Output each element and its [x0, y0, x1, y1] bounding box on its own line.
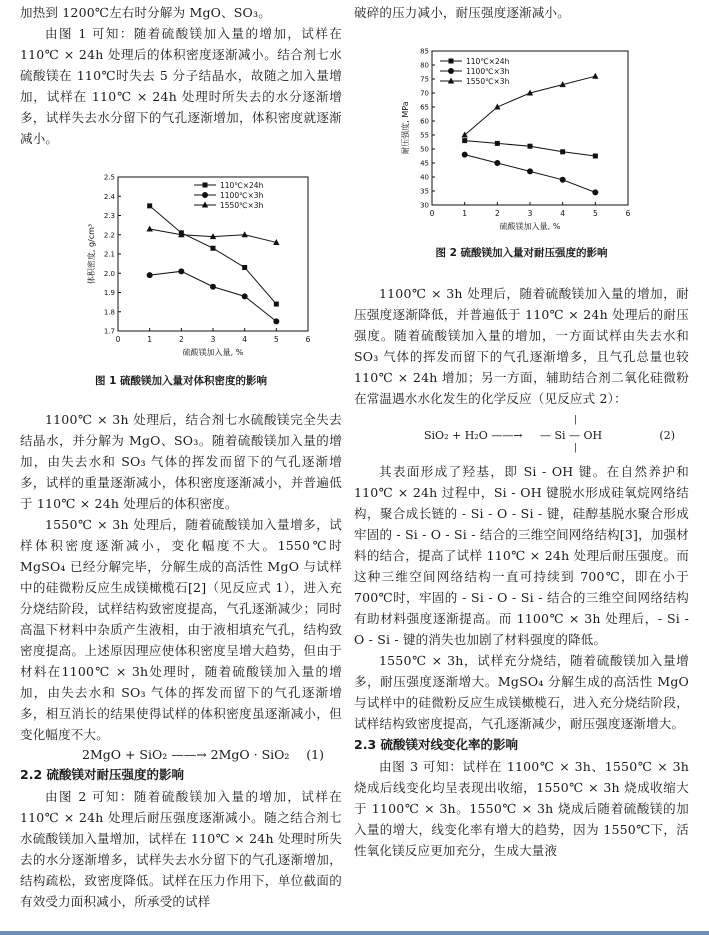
data-point: [242, 293, 248, 299]
legend-label: 110℃×24h: [466, 57, 510, 66]
data-point: [560, 149, 565, 154]
left-column: [20, 0, 342, 912]
data-point: [495, 141, 500, 146]
figure-2-caption: 图 2 硫酸镁加入量对耐压强度的影响: [435, 247, 608, 259]
figure-1-caption: 图 1 硫酸镁加入量对体积密度的影响: [94, 375, 268, 387]
y-tick-label: 45: [420, 159, 429, 168]
paragraph-7: 1100℃ × 3h 处理后，随着硫酸镁加入量的增加，耐压强度逐渐降低，并普遍低于 110℃ × 24h 处理后的耐压强度。随着硫酸镁加入量的增加，一方面试样由失去水和 SO₃ 气体的挥发而留下的气孔逐渐增多，且气孔总量也较 110℃ × 24h 增加；另一方面，辅助结合剂二氧化硅微粉在常温遇水水化发生的化学反应（见反应式 2）：: [354, 286, 689, 406]
series-line: [150, 271, 277, 321]
y-tick-label: 55: [420, 131, 429, 140]
x-tick-label: 4: [560, 209, 566, 218]
x-tick-label: 5: [273, 335, 279, 344]
legend-label: 1550℃×3h: [220, 201, 264, 210]
x-tick-label: 6: [305, 335, 311, 344]
paragraph-3: 1100℃ × 3h 处理后，结合剂七水硫酸镁完全失去结晶水，并分解为 MgO、SO₃。随着硫酸镁加入量的增加，由失去水和 SO₃ 气体的挥发而留下的气孔逐渐增多，试样的重量逐渐减小，体积密度逐渐减小，并普遍低于 110℃ × 24h 处理后的体积密度。: [20, 412, 342, 511]
bond-line-bottom: |: [574, 443, 578, 453]
paragraph-10: 由图 3 可知：试样在 1100℃ × 3h、1550℃ × 3h 烧成后线变化均呈表现出收缩，1550℃ × 3h 烧成收缩大于 1100℃ × 3h。1550℃ × 3h 烧成后随着硫酸镁的加入量的增大，线变化率有增大的趋势，因为 1550℃下，活性氧化镁反应更加充分，生成大量液: [354, 759, 689, 858]
x-tick-label: 3: [527, 209, 533, 218]
legend-label: 1100℃×3h: [220, 191, 264, 200]
legend-label: 1550℃×3h: [466, 77, 510, 86]
data-point: [592, 189, 598, 195]
paragraph-9: 1550℃ × 3h，试样充分烧结，随着硫酸镁加入量增多，耐压强度逐渐增大。MgSO₄ 分解生成的高活性 MgO 与试样中的硅微粉反应生成镁橄榄石，进入充分烧结阶段，试样结构致密度提高，气孔逐渐减少，耐压强度逐渐增大。: [354, 653, 689, 731]
paragraph-4: 1550℃ × 3h 处理后，随着硫酸镁加入量增多，试样体积密度逐渐减小，变化幅度不大。1550℃时 MgSO₄ 已经分解完毕，分解生成的高活性 MgO 与试样中的硅微粉反应生成镁橄榄石[2]（见反应式 1），进入充分烧结阶段，试样结构致密度提高，气孔逐渐减少；同时高温下材料中杂质产生液相，由于液相填充气孔，结构致密度提高。上述原因理应使体积密度呈增大趋势，但由于材料在1100℃ × 3h处理时，随着硫酸镁加入量的增加，由失去水和 SO₃ 气体的挥发而留下的气孔逐渐增多，相互消长的结果使得试样的体积密度虽逐渐减小，但变化幅度不大。: [20, 517, 342, 742]
legend-marker: [202, 192, 208, 198]
equation-1-body: 2MgO + SiO₂ ——→ 2MgO · SiO₂: [82, 747, 290, 762]
page-bottom-rule: [0, 931, 709, 935]
x-tick-label: 5: [592, 209, 598, 218]
x-tick-label: 4: [242, 335, 248, 344]
legend-label: 1100℃×3h: [466, 67, 510, 76]
equation-2-number: (2): [659, 429, 675, 442]
data-point: [593, 154, 598, 159]
x-axis-label: 硫酸镁加入量, %: [182, 348, 244, 357]
section-2-2-heading: 2.2 硫酸镁对耐压强度的影响: [20, 767, 184, 782]
y-tick-label: 1.7: [103, 327, 115, 336]
data-point: [462, 138, 467, 143]
y-tick-label: 2.0: [103, 269, 115, 278]
data-point: [273, 318, 279, 324]
equation-2: [354, 409, 689, 461]
y-tick-label: 80: [420, 61, 429, 70]
data-point: [147, 203, 152, 208]
x-tick-label: 1: [462, 209, 468, 218]
x-tick-label: 1: [147, 335, 153, 344]
x-tick-label: 3: [210, 335, 216, 344]
figure-1-chart: [20, 169, 342, 374]
x-tick-label: 0: [429, 209, 435, 218]
y-tick-label: 70: [420, 89, 429, 98]
y-tick-label: 2.2: [103, 231, 115, 240]
equation-1: [20, 745, 342, 764]
y-tick-label: 60: [420, 117, 429, 126]
legend-marker: [448, 68, 454, 74]
x-tick-label: 2: [494, 209, 500, 218]
paragraph-8: 其表面形成了羟基，即 Si - OH 键。在自然养护和 110℃ × 24h 过程中，Si - OH 键脱水形成硅氧烷网络结构，聚合成长链的 - Si - O - Si - 键，硅醇基脱水聚合形成牢固的 - Si - O - Si - 结合的三维空间网络结构[3]，加强材料的结合，提高了试样 110℃ × 24h 处理后耐压强度。而这种三维空间网络结构一直可持续到 700℃，即在小于 700℃时，牢固的 - Si - O - Si - 结合的三维空间网络结构有助材料强度逐渐提高。而 1100℃ × 3h 处理后，- Si - O - Si - 键的消失也加剧了材料强度的降低。: [354, 464, 689, 647]
data-point: [178, 268, 184, 274]
y-tick-label: 35: [420, 187, 429, 196]
equation-2-left: SiO₂ + H₂O ——→: [424, 429, 523, 442]
figure-1: [20, 169, 342, 395]
data-point: [146, 225, 152, 231]
data-point: [527, 168, 533, 174]
data-point: [241, 231, 247, 237]
equation-2-right: — Si — OH: [540, 429, 603, 442]
data-point: [274, 302, 279, 307]
data-point: [242, 265, 247, 270]
paragraph-5: 由图 2 可知：随着硫酸镁加入量的增加，试样在 110℃ × 24h 处理后耐压强度逐渐减小。随之结合剂七水硫酸镁加入量增加，试样在 110℃ × 24h 处理时所失去的水分逐渐增多，试样失去水分留下的气孔逐渐增加，结构疏松，致密度降低。试样在压力作用下，单位截面的有效受力面积减小，所承受的试样: [20, 789, 342, 909]
y-tick-label: 1.9: [103, 289, 115, 297]
equation-1-number: (1): [306, 747, 324, 762]
data-point: [494, 160, 500, 166]
y-tick-label: 75: [420, 75, 429, 84]
plot-frame: [118, 177, 308, 331]
legend-marker: [449, 59, 454, 64]
y-axis-label: 体积密度, g/cm³: [87, 223, 96, 285]
y-tick-label: 2.5: [103, 173, 115, 182]
bond-line-top: |: [574, 415, 578, 425]
data-point: [528, 144, 533, 149]
figure-2: [354, 25, 689, 257]
section-2-3-heading: 2.3 硫酸镁对线变化率的影响: [354, 737, 518, 752]
data-point: [462, 152, 468, 158]
data-point: [461, 132, 467, 138]
paragraph-1: 加热到 1200℃左右时分解为 MgO、SO₃。: [20, 5, 271, 20]
x-tick-label: 2: [178, 335, 184, 344]
y-tick-label: 85: [420, 47, 429, 56]
paragraph-6: 破碎的压力减小，耐压强度逐渐减小。: [354, 5, 570, 20]
data-point: [560, 177, 566, 183]
y-tick-label: 40: [420, 173, 429, 182]
y-tick-label: 2.3: [103, 212, 115, 220]
legend-label: 110℃×24h: [220, 181, 264, 190]
y-tick-label: 2.1: [103, 250, 115, 259]
data-point: [147, 272, 153, 278]
data-point: [210, 284, 216, 290]
x-tick-label: 0: [115, 335, 121, 344]
figure-2-chart: [354, 25, 689, 233]
y-tick-label: 65: [420, 103, 429, 112]
y-tick-label: 1.8: [103, 308, 115, 317]
x-tick-label: 6: [625, 209, 631, 218]
data-point: [592, 73, 598, 79]
legend-marker: [203, 183, 208, 188]
paragraph-2: 由图 1 可知：随着硫酸镁加入量的增加，试样在 110℃ × 24h 处理后的体积密度逐渐减小。结合剂七水硫酸镁在 110℃时失去 5 分子结晶水，故随之加入量增加，试样在 110℃ × 24h 处理时所失去的水分逐渐增多，试样失去水分留下的气孔逐渐增加，体积密度就逐渐减小。: [20, 26, 342, 146]
data-point: [211, 246, 216, 251]
y-tick-label: 2.4: [103, 192, 115, 201]
y-axis-label: 耐压强度, MPa: [401, 101, 410, 155]
y-tick-label: 30: [420, 201, 429, 210]
right-column: [354, 0, 689, 861]
x-axis-label: 硫酸镁加入量, %: [499, 222, 561, 231]
plot-frame: [432, 51, 628, 205]
y-tick-label: 50: [420, 145, 429, 154]
